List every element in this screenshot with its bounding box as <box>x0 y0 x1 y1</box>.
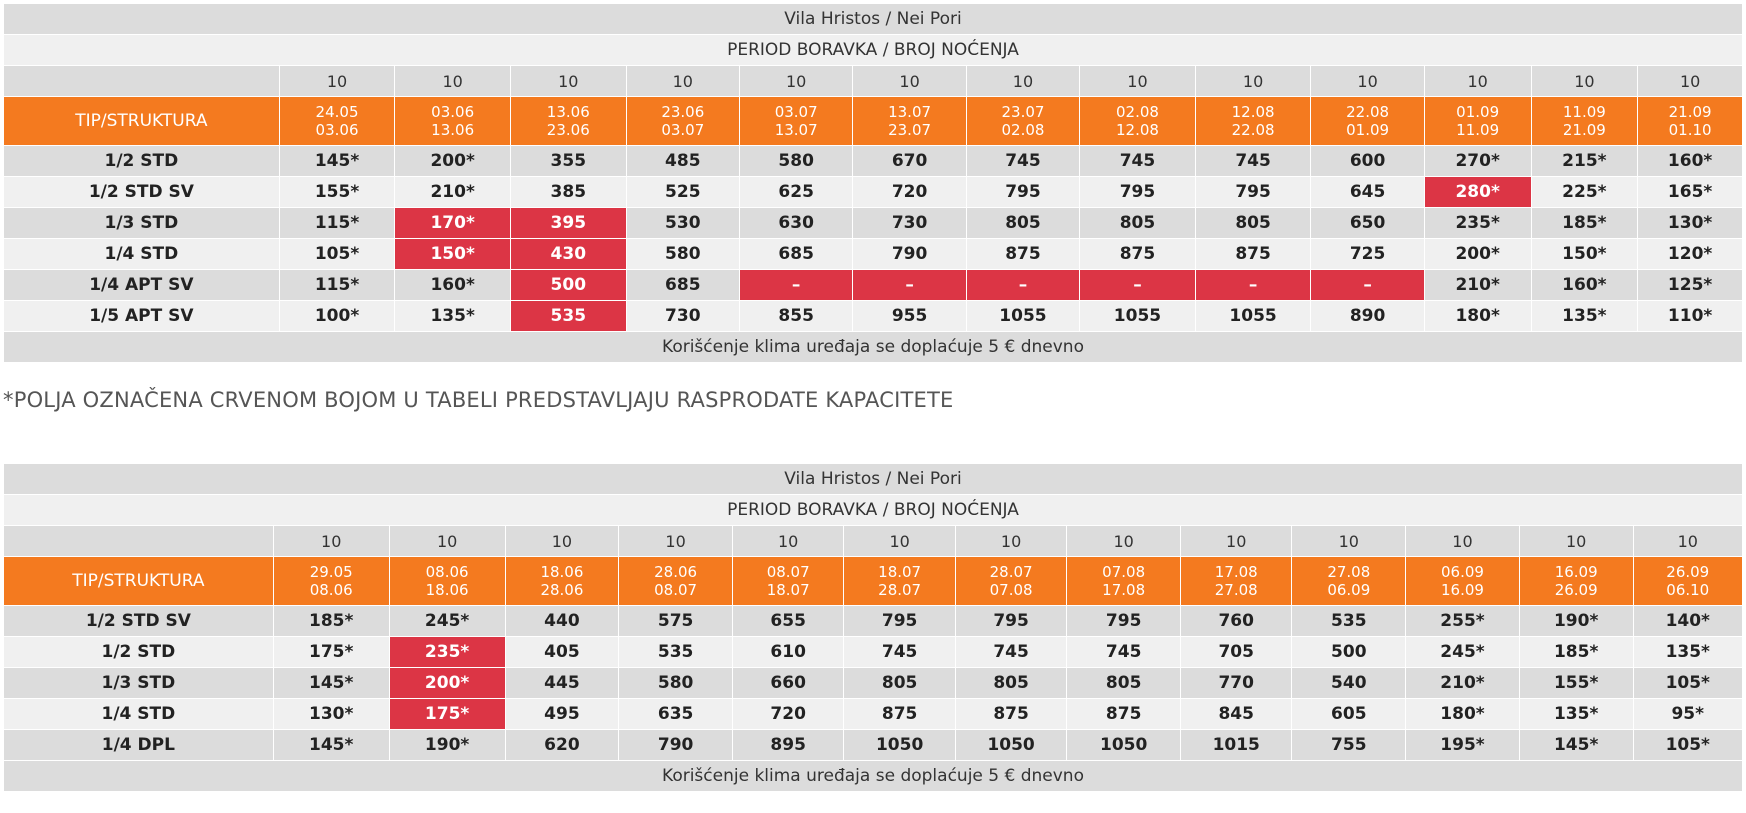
price-cell: 155* <box>1519 668 1633 699</box>
price-cell: 805 <box>966 208 1079 239</box>
price-cell: 140* <box>1633 606 1742 637</box>
period-to: 13.07 <box>774 121 818 139</box>
price-cell: 1015 <box>1181 730 1292 761</box>
period-from: 22.08 <box>1346 103 1390 121</box>
type-structure-header: TIP/STRUKTURA <box>4 97 280 146</box>
price-cell: 610 <box>732 637 843 668</box>
price-cell: 245* <box>1406 637 1520 668</box>
nights-cell: 10 <box>1406 526 1520 557</box>
period-header-row <box>4 97 1743 146</box>
period-to: 08.07 <box>654 581 698 599</box>
period-from: 18.07 <box>878 563 922 581</box>
period-header-cell <box>966 97 1079 146</box>
price-cell: 895 <box>732 730 843 761</box>
period-header-cell <box>1181 557 1292 606</box>
price-cell: 795 <box>1080 177 1196 208</box>
period-to: 18.06 <box>425 581 469 599</box>
period-from: 24.05 <box>315 103 359 121</box>
sold-out-price-cell: – <box>1311 270 1424 301</box>
period-to: 06.09 <box>1327 581 1371 599</box>
period-from: 21.09 <box>1668 103 1712 121</box>
table-title: Vila Hristos / Nei Pori <box>4 4 1743 35</box>
price-cell: 105* <box>279 239 395 270</box>
room-type-cell: 1/4 STD <box>4 699 274 730</box>
price-cell: 620 <box>505 730 619 761</box>
price-cell: 795 <box>844 606 955 637</box>
nights-cell: 10 <box>1531 66 1638 97</box>
nights-cell: 10 <box>1424 66 1531 97</box>
nights-cell: 10 <box>955 526 1066 557</box>
period-from: 07.08 <box>1102 563 1146 581</box>
period-header-cell <box>955 557 1066 606</box>
price-cell: 795 <box>1067 606 1181 637</box>
table-row <box>4 177 1743 208</box>
nights-cell: 10 <box>1195 66 1311 97</box>
price-cell: 150* <box>1531 239 1638 270</box>
price-cell: 155* <box>279 177 395 208</box>
price-cell: 755 <box>1292 730 1406 761</box>
price-cell: 210* <box>1424 270 1531 301</box>
price-cell: 725 <box>1311 239 1424 270</box>
period-from: 08.07 <box>766 563 810 581</box>
price-cell: 195* <box>1406 730 1520 761</box>
nights-cell: 10 <box>505 526 619 557</box>
sold-out-price-cell: 170* <box>395 208 511 239</box>
price-cell: 790 <box>619 730 733 761</box>
price-cell: 1055 <box>1195 301 1311 332</box>
table-subtitle: PERIOD BORAVKA / BROJ NOĆENJA <box>4 35 1743 66</box>
price-cell: 875 <box>1067 699 1181 730</box>
room-type-cell: 1/2 STD <box>4 637 274 668</box>
price-cell: 145* <box>273 668 389 699</box>
period-header-cell <box>1311 97 1424 146</box>
period-to: 17.08 <box>1102 581 1146 599</box>
period-to: 11.09 <box>1456 121 1500 139</box>
sold-out-price-cell: – <box>966 270 1079 301</box>
nights-cell: 10 <box>1638 66 1743 97</box>
price-cell: 855 <box>739 301 852 332</box>
nights-cell: 10 <box>853 66 966 97</box>
table-row <box>4 239 1743 270</box>
period-header-cell <box>619 557 733 606</box>
period-header-cell <box>1531 97 1638 146</box>
price-cell: 185* <box>1531 208 1638 239</box>
price-cell: 200* <box>1424 239 1531 270</box>
price-cell: 130* <box>1638 208 1743 239</box>
price-cell: 805 <box>955 668 1066 699</box>
period-from: 03.06 <box>431 103 475 121</box>
period-from: 11.09 <box>1562 103 1606 121</box>
price-cell: 500 <box>1292 637 1406 668</box>
price-cell: 625 <box>739 177 852 208</box>
price-cell: 105* <box>1633 668 1742 699</box>
price-cell: 540 <box>1292 668 1406 699</box>
price-cell: 1050 <box>844 730 955 761</box>
table-row <box>4 730 1743 761</box>
price-cell: 135* <box>1519 699 1633 730</box>
price-cell: 660 <box>732 668 843 699</box>
period-header-cell <box>1067 557 1181 606</box>
price-cell: 255* <box>1406 606 1520 637</box>
period-from: 17.08 <box>1214 563 1258 581</box>
price-cell: 105* <box>1633 730 1742 761</box>
period-from: 13.06 <box>546 103 590 121</box>
price-cell: 720 <box>853 177 966 208</box>
price-cell: 135* <box>395 301 511 332</box>
period-to: 23.06 <box>546 121 590 139</box>
period-to: 03.07 <box>661 121 705 139</box>
period-from: 29.05 <box>309 563 353 581</box>
price-cell: 745 <box>1195 146 1311 177</box>
price-cell: 160* <box>395 270 511 301</box>
nights-cell: 10 <box>739 66 852 97</box>
price-cell: 645 <box>1311 177 1424 208</box>
price-cell: 485 <box>626 146 739 177</box>
price-cell: 1050 <box>1067 730 1181 761</box>
price-cell: 190* <box>1519 606 1633 637</box>
price-cell: 535 <box>1292 606 1406 637</box>
air-conditioning-note: Korišćenje klima uređaja se doplaćuje 5 € dnevno <box>4 761 1743 792</box>
price-cell: 1055 <box>966 301 1079 332</box>
price-cell: 165* <box>1638 177 1743 208</box>
price-cell: 190* <box>389 730 505 761</box>
nights-cell: 10 <box>1633 526 1742 557</box>
nights-cell: 10 <box>273 526 389 557</box>
nights-cell: 10 <box>626 66 739 97</box>
room-type-cell: 1/5 APT SV <box>4 301 280 332</box>
room-type-cell: 1/2 STD SV <box>4 606 274 637</box>
table-row <box>4 270 1743 301</box>
price-cell: 180* <box>1424 301 1531 332</box>
price-cell: 210* <box>395 177 511 208</box>
price-cell: 890 <box>1311 301 1424 332</box>
price-cell: 185* <box>273 606 389 637</box>
sold-out-price-cell: – <box>853 270 966 301</box>
sold-out-price-cell: 235* <box>389 637 505 668</box>
price-cell: 805 <box>844 668 955 699</box>
period-header-cell <box>732 557 843 606</box>
price-cell: 745 <box>844 637 955 668</box>
price-cell: 745 <box>955 637 1066 668</box>
price-cell: 95* <box>1633 699 1742 730</box>
price-cell: 745 <box>1067 637 1181 668</box>
price-cell: 185* <box>1519 637 1633 668</box>
period-header-cell <box>1519 557 1633 606</box>
period-from: 03.07 <box>774 103 818 121</box>
nights-row <box>4 66 1743 97</box>
period-to: 13.06 <box>431 121 475 139</box>
price-cell: 130* <box>273 699 389 730</box>
sold-out-price-cell: – <box>739 270 852 301</box>
price-cell: 525 <box>626 177 739 208</box>
price-cell: 655 <box>732 606 843 637</box>
sold-out-price-cell: 175* <box>389 699 505 730</box>
sold-out-price-cell: 395 <box>510 208 626 239</box>
price-cell: 745 <box>1080 146 1196 177</box>
period-to: 03.06 <box>315 121 359 139</box>
table-subtitle-row <box>4 35 1743 66</box>
price-cell: 845 <box>1181 699 1292 730</box>
price-cell: 580 <box>739 146 852 177</box>
price-cell: 770 <box>1181 668 1292 699</box>
price-cell: 805 <box>1080 208 1196 239</box>
price-cell: 875 <box>1080 239 1196 270</box>
table-subtitle-row <box>4 495 1743 526</box>
price-cell: 580 <box>626 239 739 270</box>
period-header-cell <box>279 97 395 146</box>
period-to: 22.08 <box>1231 121 1275 139</box>
price-cell: 495 <box>505 699 619 730</box>
price-cell: 270* <box>1424 146 1531 177</box>
period-from: 08.06 <box>425 563 469 581</box>
period-from: 16.09 <box>1554 563 1598 581</box>
price-cell: 1050 <box>955 730 1066 761</box>
period-to: 27.08 <box>1214 581 1258 599</box>
nights-cell: 10 <box>732 526 843 557</box>
price-cell: 635 <box>619 699 733 730</box>
price-cell: 790 <box>853 239 966 270</box>
period-from: 26.09 <box>1666 563 1710 581</box>
price-cell: 200* <box>395 146 511 177</box>
period-to: 28.06 <box>540 581 584 599</box>
price-cell: 115* <box>279 270 395 301</box>
nights-cell: 10 <box>966 66 1079 97</box>
nights-empty-cell <box>4 66 280 97</box>
period-header-cell <box>1080 97 1196 146</box>
nights-cell: 10 <box>279 66 395 97</box>
period-from: 12.08 <box>1231 103 1275 121</box>
nights-cell: 10 <box>844 526 955 557</box>
period-header-cell <box>739 97 852 146</box>
price-cell: 440 <box>505 606 619 637</box>
price-cell: 175* <box>273 637 389 668</box>
period-to: 06.10 <box>1666 581 1710 599</box>
price-cell: 225* <box>1531 177 1638 208</box>
sold-out-price-cell: 280* <box>1424 177 1531 208</box>
sold-out-price-cell: 430 <box>510 239 626 270</box>
table-title: Vila Hristos / Nei Pori <box>4 464 1743 495</box>
period-header-cell <box>1424 97 1531 146</box>
nights-cell: 10 <box>619 526 733 557</box>
period-to: 08.06 <box>309 581 353 599</box>
room-type-cell: 1/2 STD SV <box>4 177 280 208</box>
price-cell: 245* <box>389 606 505 637</box>
price-cell: 115* <box>279 208 395 239</box>
period-header-cell <box>1633 557 1742 606</box>
period-to: 12.08 <box>1115 121 1159 139</box>
price-cell: 600 <box>1311 146 1424 177</box>
nights-row <box>4 526 1743 557</box>
price-cell: 730 <box>853 208 966 239</box>
period-from: 23.07 <box>1001 103 1045 121</box>
period-to: 28.07 <box>878 581 922 599</box>
price-cell: 135* <box>1633 637 1742 668</box>
price-cell: 705 <box>1181 637 1292 668</box>
price-cell: 795 <box>966 177 1079 208</box>
period-from: 02.08 <box>1115 103 1159 121</box>
period-header-cell <box>844 557 955 606</box>
price-cell: 530 <box>626 208 739 239</box>
table-subtitle: PERIOD BORAVKA / BROJ NOĆENJA <box>4 495 1743 526</box>
sold-out-price-cell: 535 <box>510 301 626 332</box>
type-structure-header: TIP/STRUKTURA <box>4 557 274 606</box>
period-from: 27.08 <box>1327 563 1371 581</box>
air-conditioning-note: Korišćenje klima uređaja se doplaćuje 5 € dnevno <box>4 332 1743 363</box>
price-cell: 630 <box>739 208 852 239</box>
nights-cell: 10 <box>1292 526 1406 557</box>
period-header-cell <box>1638 97 1743 146</box>
period-header-cell <box>389 557 505 606</box>
period-to: 18.07 <box>766 581 810 599</box>
period-from: 01.09 <box>1456 103 1500 121</box>
nights-cell: 10 <box>1080 66 1196 97</box>
table-row <box>4 208 1743 239</box>
price-cell: 875 <box>955 699 1066 730</box>
period-to: 01.10 <box>1668 121 1712 139</box>
price-cell: 215* <box>1531 146 1638 177</box>
price-cell: 875 <box>844 699 955 730</box>
room-type-cell: 1/2 STD <box>4 146 280 177</box>
price-cell: 385 <box>510 177 626 208</box>
nights-cell: 10 <box>1067 526 1181 557</box>
period-to: 01.09 <box>1346 121 1390 139</box>
room-type-cell: 1/3 STD <box>4 208 280 239</box>
nights-cell: 10 <box>1311 66 1424 97</box>
price-cell: 180* <box>1406 699 1520 730</box>
period-header-cell <box>505 557 619 606</box>
period-header-cell <box>853 97 966 146</box>
period-to: 16.09 <box>1441 581 1484 599</box>
sold-out-price-cell: 200* <box>389 668 505 699</box>
room-type-cell: 1/4 STD <box>4 239 280 270</box>
price-cell: 445 <box>505 668 619 699</box>
nights-cell: 10 <box>1519 526 1633 557</box>
room-type-cell: 1/4 APT SV <box>4 270 280 301</box>
sold-out-price-cell: – <box>1080 270 1196 301</box>
price-cell: 145* <box>1519 730 1633 761</box>
price-cell: 1055 <box>1080 301 1196 332</box>
table-title-row <box>4 464 1743 495</box>
price-cell: 685 <box>626 270 739 301</box>
price-cell: 745 <box>966 146 1079 177</box>
price-cell: 160* <box>1638 146 1743 177</box>
price-cell: 405 <box>505 637 619 668</box>
table-row <box>4 146 1743 177</box>
period-from: 28.07 <box>989 563 1033 581</box>
price-table-1 <box>3 3 1743 363</box>
period-header-cell <box>395 97 511 146</box>
table-row <box>4 606 1743 637</box>
price-cell: 955 <box>853 301 966 332</box>
price-cell: 120* <box>1638 239 1743 270</box>
price-cell: 125* <box>1638 270 1743 301</box>
price-cell: 670 <box>853 146 966 177</box>
price-cell: 650 <box>1311 208 1424 239</box>
table-footer-row <box>4 761 1743 792</box>
table-row <box>4 668 1743 699</box>
price-cell: 730 <box>626 301 739 332</box>
price-table-2 <box>3 463 1743 792</box>
nights-cell: 10 <box>510 66 626 97</box>
price-cell: 875 <box>1195 239 1311 270</box>
period-to: 21.09 <box>1562 121 1606 139</box>
nights-cell: 10 <box>395 66 511 97</box>
period-from: 23.06 <box>661 103 705 121</box>
period-to: 26.09 <box>1554 581 1598 599</box>
period-header-cell <box>1406 557 1520 606</box>
table-row <box>4 637 1743 668</box>
price-cell: 110* <box>1638 301 1743 332</box>
nights-cell: 10 <box>1181 526 1292 557</box>
table-row <box>4 699 1743 730</box>
price-cell: 145* <box>279 146 395 177</box>
period-to: 02.08 <box>1001 121 1045 139</box>
sold-out-price-cell: 500 <box>510 270 626 301</box>
price-cell: 605 <box>1292 699 1406 730</box>
price-cell: 100* <box>279 301 395 332</box>
nights-cell: 10 <box>389 526 505 557</box>
period-header-cell <box>1292 557 1406 606</box>
period-from: 18.06 <box>540 563 584 581</box>
period-header-cell <box>626 97 739 146</box>
room-type-cell: 1/4 DPL <box>4 730 274 761</box>
nights-empty-cell <box>4 526 274 557</box>
table-title-row <box>4 4 1743 35</box>
price-cell: 535 <box>619 637 733 668</box>
price-cell: 875 <box>966 239 1079 270</box>
period-header-row <box>4 557 1743 606</box>
price-cell: 145* <box>273 730 389 761</box>
price-cell: 720 <box>732 699 843 730</box>
period-header-cell <box>273 557 389 606</box>
sold-out-price-cell: 150* <box>395 239 511 270</box>
period-to: 23.07 <box>888 121 932 139</box>
price-cell: 760 <box>1181 606 1292 637</box>
price-cell: 805 <box>1067 668 1181 699</box>
price-cell: 580 <box>619 668 733 699</box>
price-cell: 575 <box>619 606 733 637</box>
sold-out-note: *POLJA OZNAČENA CRVENOM BOJOM U TABELI PREDSTAVLJAJU RASPRODATE KAPACITETE <box>3 388 954 412</box>
period-from: 28.06 <box>654 563 698 581</box>
period-header-cell <box>1195 97 1311 146</box>
period-from: 06.09 <box>1441 563 1484 581</box>
price-cell: 795 <box>1195 177 1311 208</box>
price-cell: 685 <box>739 239 852 270</box>
price-cell: 235* <box>1424 208 1531 239</box>
period-to: 07.08 <box>989 581 1033 599</box>
price-cell: 805 <box>1195 208 1311 239</box>
period-header-cell <box>510 97 626 146</box>
table-row <box>4 301 1743 332</box>
price-cell: 795 <box>955 606 1066 637</box>
period-from: 13.07 <box>888 103 932 121</box>
price-cell: 210* <box>1406 668 1520 699</box>
price-cell: 135* <box>1531 301 1638 332</box>
price-cell: 160* <box>1531 270 1638 301</box>
price-cell: 355 <box>510 146 626 177</box>
table-footer-row <box>4 332 1743 363</box>
sold-out-price-cell: – <box>1195 270 1311 301</box>
room-type-cell: 1/3 STD <box>4 668 274 699</box>
